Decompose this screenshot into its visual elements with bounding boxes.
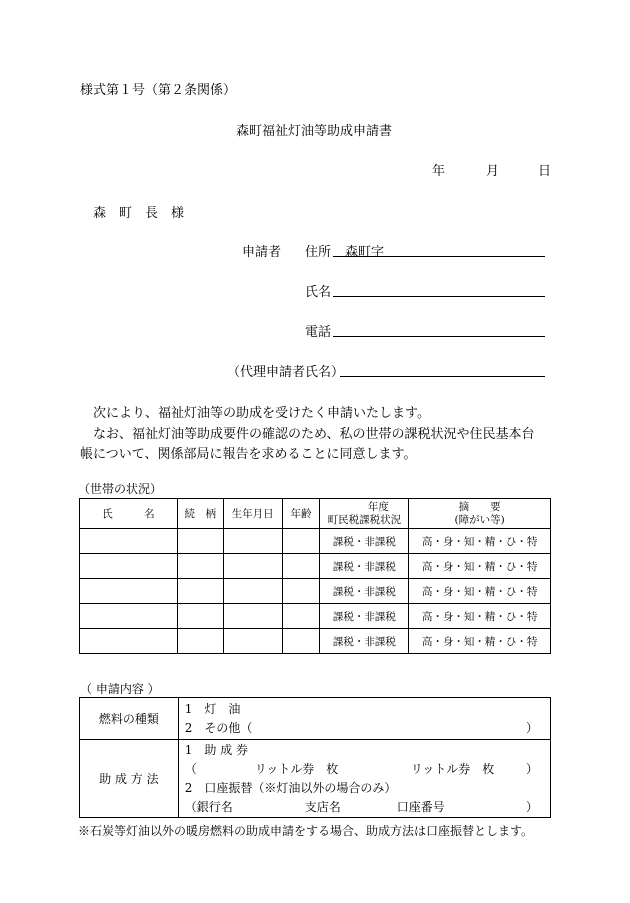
cell-tax[interactable]: 課税・非課税 bbox=[320, 604, 409, 629]
address-field[interactable] bbox=[333, 256, 545, 257]
cell-age[interactable] bbox=[282, 579, 320, 604]
cell-birth[interactable] bbox=[223, 604, 282, 629]
voucher-open: （ bbox=[184, 761, 197, 776]
method-options bbox=[178, 740, 550, 818]
date-month: 月 bbox=[486, 164, 500, 179]
cell-age[interactable] bbox=[282, 604, 320, 629]
fuel-option-other[interactable]: 2 その他（ bbox=[184, 720, 253, 735]
cell-summary[interactable]: 高・身・知・精・ひ・特 bbox=[409, 554, 551, 579]
body-line-1: 次により、福祉灯油等の助成を受けたく申請いたします。 bbox=[93, 406, 430, 421]
household-caption: （世帯の状況） bbox=[78, 482, 163, 496]
header-relation: 続 柄 bbox=[177, 499, 223, 529]
date-day: 日 bbox=[538, 164, 552, 179]
cell-name[interactable] bbox=[80, 554, 178, 579]
header-summary-title: 摘 要 bbox=[458, 500, 501, 513]
cell-relation[interactable] bbox=[177, 579, 223, 604]
table-row bbox=[80, 629, 551, 654]
fuel-other-close: ） bbox=[525, 720, 538, 735]
fuel-type-options bbox=[178, 698, 550, 740]
method-option-voucher[interactable]: 1 助 成 券 bbox=[184, 742, 249, 757]
footnote: ※石炭等灯油以外の暖房燃料の助成申請をする場合、助成方法は口座振替とします。 bbox=[78, 824, 534, 838]
table-row bbox=[80, 579, 551, 604]
name-label: 氏名 bbox=[305, 285, 332, 300]
application-caption: （ 申請内容 ） bbox=[80, 682, 160, 696]
cell-summary[interactable]: 高・身・知・精・ひ・特 bbox=[409, 604, 551, 629]
bank-close: ） bbox=[525, 799, 538, 814]
voucher-row bbox=[185, 760, 550, 779]
body-line-3: 帳について、関係部局に報告を求めることに同意します。 bbox=[80, 447, 417, 462]
cell-relation[interactable] bbox=[177, 529, 223, 554]
header-name: 氏 名 bbox=[80, 499, 178, 529]
table-row bbox=[80, 604, 551, 629]
cell-tax[interactable]: 課税・非課税 bbox=[320, 579, 409, 604]
cell-summary[interactable]: 高・身・知・精・ひ・特 bbox=[409, 579, 551, 604]
cell-relation[interactable] bbox=[177, 554, 223, 579]
bank-row bbox=[185, 798, 550, 817]
cell-relation[interactable] bbox=[177, 604, 223, 629]
bank-name-label: （銀行名 bbox=[184, 799, 233, 814]
header-summary-sub: (障がい等) bbox=[454, 513, 505, 526]
household-table bbox=[79, 498, 551, 654]
form-title: 森町福祉灯油等助成申請書 bbox=[236, 124, 393, 139]
cell-age[interactable] bbox=[282, 629, 320, 654]
branch-name-label: 支店名 bbox=[304, 799, 341, 814]
voucher-liter-a[interactable]: リットル券 枚 bbox=[254, 761, 339, 776]
header-summary bbox=[409, 499, 551, 529]
method-label: 助 成 方 法 bbox=[80, 740, 179, 818]
body-line-2: なお、福祉灯油等助成要件の確認のため、私の世帯の課税状況や住民基本台 bbox=[93, 427, 535, 442]
method-option-transfer[interactable]: 2 口座振替（※灯油以外の場合のみ） bbox=[184, 780, 397, 795]
fuel-type-label: 燃料の種類 bbox=[80, 698, 179, 740]
fuel-option-other-row bbox=[185, 719, 550, 738]
cell-birth[interactable] bbox=[223, 529, 282, 554]
form-number: 様式第１号（第２条関係） bbox=[80, 83, 237, 98]
cell-birth[interactable] bbox=[223, 554, 282, 579]
cell-summary[interactable]: 高・身・知・精・ひ・特 bbox=[409, 629, 551, 654]
fuel-option-kerosene[interactable]: 1 灯 油 bbox=[184, 701, 241, 716]
address-prefix: 森町字 bbox=[345, 245, 385, 260]
cell-tax[interactable]: 課税・非課税 bbox=[320, 529, 409, 554]
cell-summary[interactable]: 高・身・知・精・ひ・特 bbox=[409, 529, 551, 554]
name-field[interactable] bbox=[333, 296, 545, 297]
applicant-label: 申請者 bbox=[242, 245, 282, 260]
cell-tax[interactable]: 課税・非課税 bbox=[320, 554, 409, 579]
header-tax-status: 町民税課税状況 bbox=[327, 513, 402, 526]
cell-name[interactable] bbox=[80, 529, 178, 554]
voucher-close: ） bbox=[525, 761, 538, 776]
cell-birth[interactable] bbox=[223, 629, 282, 654]
cell-relation[interactable] bbox=[177, 629, 223, 654]
header-tax bbox=[320, 499, 409, 529]
cell-age[interactable] bbox=[282, 554, 320, 579]
table-row bbox=[80, 554, 551, 579]
cell-age[interactable] bbox=[282, 529, 320, 554]
cell-name[interactable] bbox=[80, 579, 178, 604]
proxy-name-field[interactable] bbox=[340, 376, 545, 377]
table-row bbox=[80, 529, 551, 554]
cell-birth[interactable] bbox=[223, 579, 282, 604]
proxy-label: （代理申請者氏名） bbox=[227, 365, 345, 380]
address-label: 住所 bbox=[305, 245, 332, 260]
cell-name[interactable] bbox=[80, 604, 178, 629]
phone-label: 電話 bbox=[305, 325, 332, 340]
cell-tax[interactable]: 課税・非課税 bbox=[320, 629, 409, 654]
account-number-label: 口座番号 bbox=[396, 799, 445, 814]
phone-field[interactable] bbox=[333, 336, 545, 337]
header-tax-year: 年度 bbox=[367, 500, 389, 513]
cell-name[interactable] bbox=[80, 629, 178, 654]
header-age: 年齢 bbox=[282, 499, 320, 529]
voucher-liter-b[interactable]: リットル券 枚 bbox=[410, 761, 495, 776]
addressee: 森 町 長 様 bbox=[93, 206, 185, 221]
header-birth: 生年月日 bbox=[223, 499, 282, 529]
date-year: 年 bbox=[432, 164, 446, 179]
application-table bbox=[79, 697, 551, 818]
